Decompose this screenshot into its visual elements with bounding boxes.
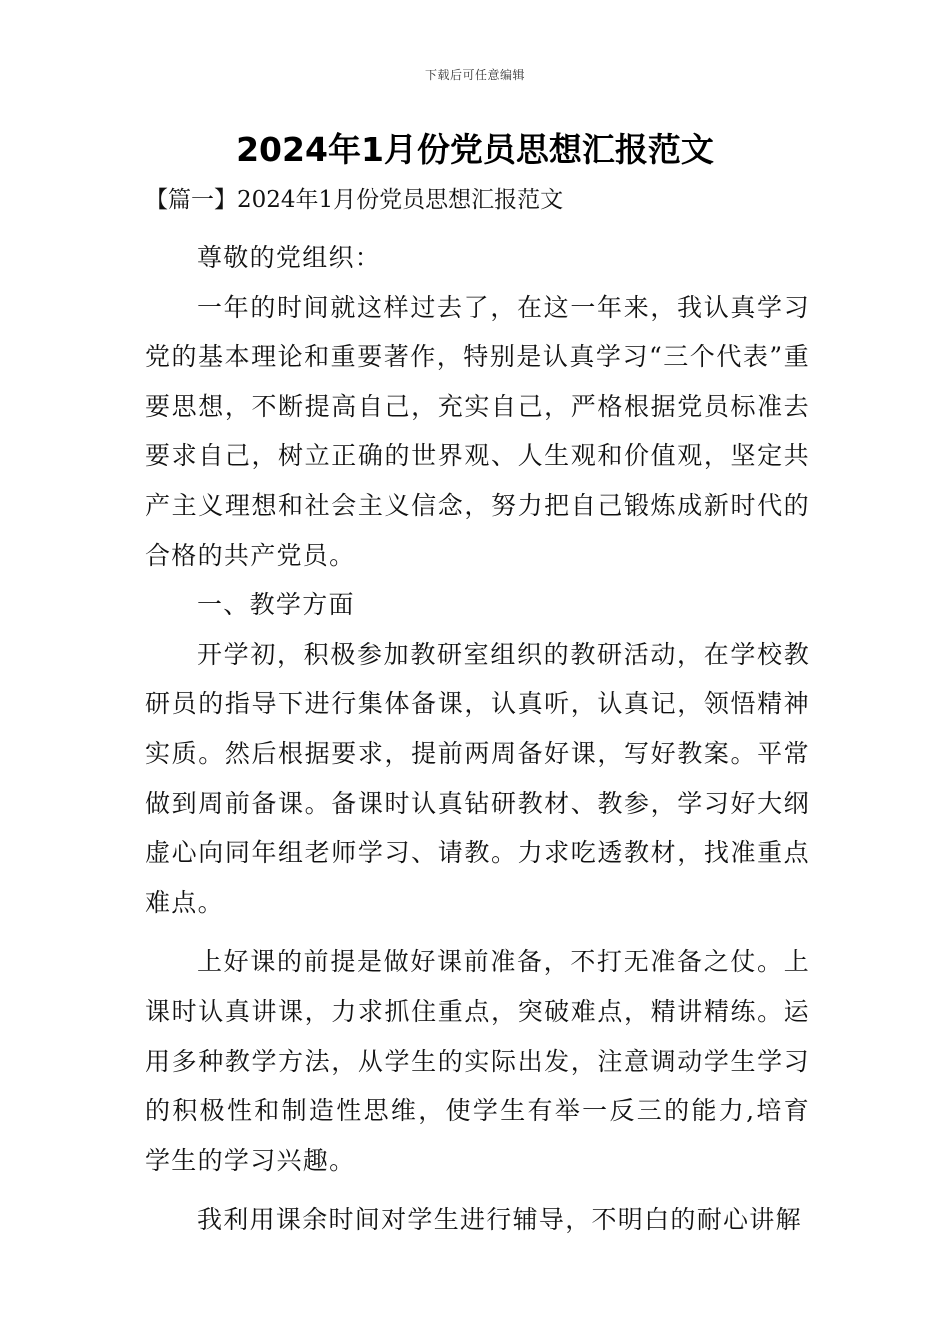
header-note: 下载后可任意编辑: [424, 68, 525, 82]
body-paragraph: 上好课的前提是做好课前准备，不打无准备之仗。上课时认真讲课，力求抓住重点，突破难点，精讲精练。运用多种教学方法，从学生的实际出发，注意调动学生学习的积极性和制造性思维，使学生有举一反三的能力,培育学生的学习兴趣。: [145, 947, 810, 1175]
document-body: [145, 233, 810, 1245]
body-paragraph: 开学初，积极参加教研室组织的教研活动，在学校教研员的指导下进行集体备课，认真听，认真记，领悟精神实质。然后根据要求，提前两周备好课，写好教案。平常做到周前备课。备课时认真钻研教材、教参，学习好大纲虚心向同年组老师学习、请教。力求吃透教材，找准重点难点。: [145, 639, 810, 917]
section-heading: 【篇一】2024年1月份党员思想汇报范文: [145, 187, 564, 213]
salutation-paragraph: 尊敬的党组织：: [197, 243, 382, 272]
body-paragraph: 我利用课余时间对学生进行辅导，不明白的耐心讲解: [197, 1205, 802, 1235]
subsection-heading: 一、教学方面: [197, 590, 355, 620]
document-title: 2024年1月份党员思想汇报范文: [236, 130, 714, 169]
body-paragraph: 一年的时间就这样过去了，在这一年来，我认真学习党的基本理论和重要著作，特别是认真学习“三个代表”重要思想，不断提高自己，充实自己，严格根据党员标准去要求自己，树立正确的世界观、人生观和价值观，坚定共产主义理想和社会主义信念，努力把自己锻炼成新时代的合格的共产党员。: [145, 292, 810, 570]
